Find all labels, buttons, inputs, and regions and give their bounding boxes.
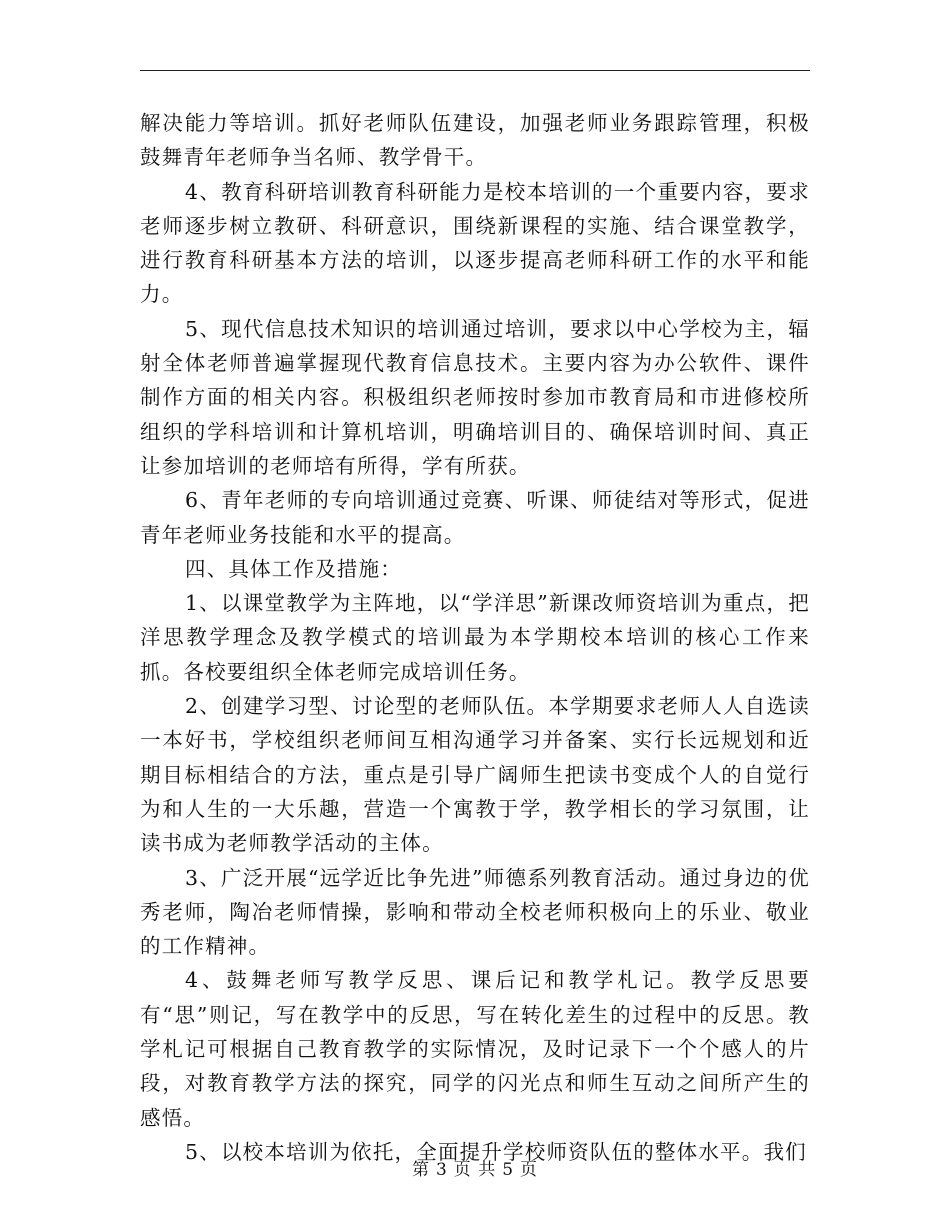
paragraph-6: 2、创建学习型、讨论型的老师队伍。本学期要求老师人人自选读一本好书，学校组织老师间互相沟通学习并备案、实行长远规划和近期目标相结合的方法，重点是引导广阔师生把读书变成个人的自觉行为和人生的一大乐趣，营造一个寓教于学，教学相长的学习氛围，让读书成为老师教学活动的主体。 — [140, 694, 810, 856]
footer-total-pages: 5 — [502, 1160, 515, 1180]
page-footer — [0, 1155, 950, 1180]
footer-label-page: 第 — [411, 1160, 430, 1180]
paragraph-7: 3、广泛开展“远学近比争先进”师德系列教育活动。通过身边的优秀老师，陶冶老师情操，影响和带动全校老师积极向上的乐业、敬业的工作精神。 — [140, 865, 810, 959]
paragraph-3: 6、青年老师的专向培训通过竞赛、听课、师徒结对等形式，促进青年老师业务技能和水平的提高。 — [140, 488, 810, 547]
paragraph-5: 1、以课堂教学为主阵地，以“学洋思”新课改师资培训为重点，把洋思教学理念及教学模式的培训最为本学期校本培训的核心工作来抓。各校要组织全体老师完成培训任务。 — [140, 591, 810, 684]
paragraph-2: 5、现代信息技术知识的培训通过培训，要求以中心学校为主，辐射全体老师普遍掌握现代教育信息技术。主要内容为办公软件、课件制作方面的相关内容。积极组织老师按时参加市教育局和市进修校所组织的学科培训和计算机培训，明确培训目的、确保培训时间、真正让参加培训的老师培有所得，学有所获。 — [140, 316, 810, 478]
document-body — [140, 106, 810, 1169]
footer-current-page: 3 — [435, 1160, 448, 1180]
footer-label-end: 页 — [520, 1160, 539, 1180]
paragraph-9: 5、以校本培训为依托，全面提升学校师资队伍的整体水平。我们 — [185, 1139, 807, 1164]
paragraph-8: 4、鼓舞老师写教学反思、课后记和教学札记。教学反思要有“思”则记，写在教学中的反思，写在转化差生的过程中的反思。教学札记可根据自己教育教学的实际情况，及时记录下一个个感人的片段，对教育教学方法的探究，同学的闪光点和师生互动之间所产生的感悟。 — [140, 968, 810, 1130]
paragraph-1: 4、教育科研培训教育科研能力是校本培训的一个重要内容，要求老师逐步树立教研、科研意识，围绕新课程的实施、结合课堂教学，进行教育科研基本方法的培训，以逐步提高老师科研工作的水平和能力。 — [140, 179, 810, 307]
paragraph-0: 解决能力等培训。抓好老师队伍建设，加强老师业务跟踪管理，积极鼓舞青年老师争当名师、教学骨干。 — [140, 111, 810, 170]
header-rule — [140, 70, 810, 71]
footer-label-of: 页 共 — [453, 1160, 497, 1180]
section-heading: 四、具体工作及措施： — [185, 556, 402, 581]
